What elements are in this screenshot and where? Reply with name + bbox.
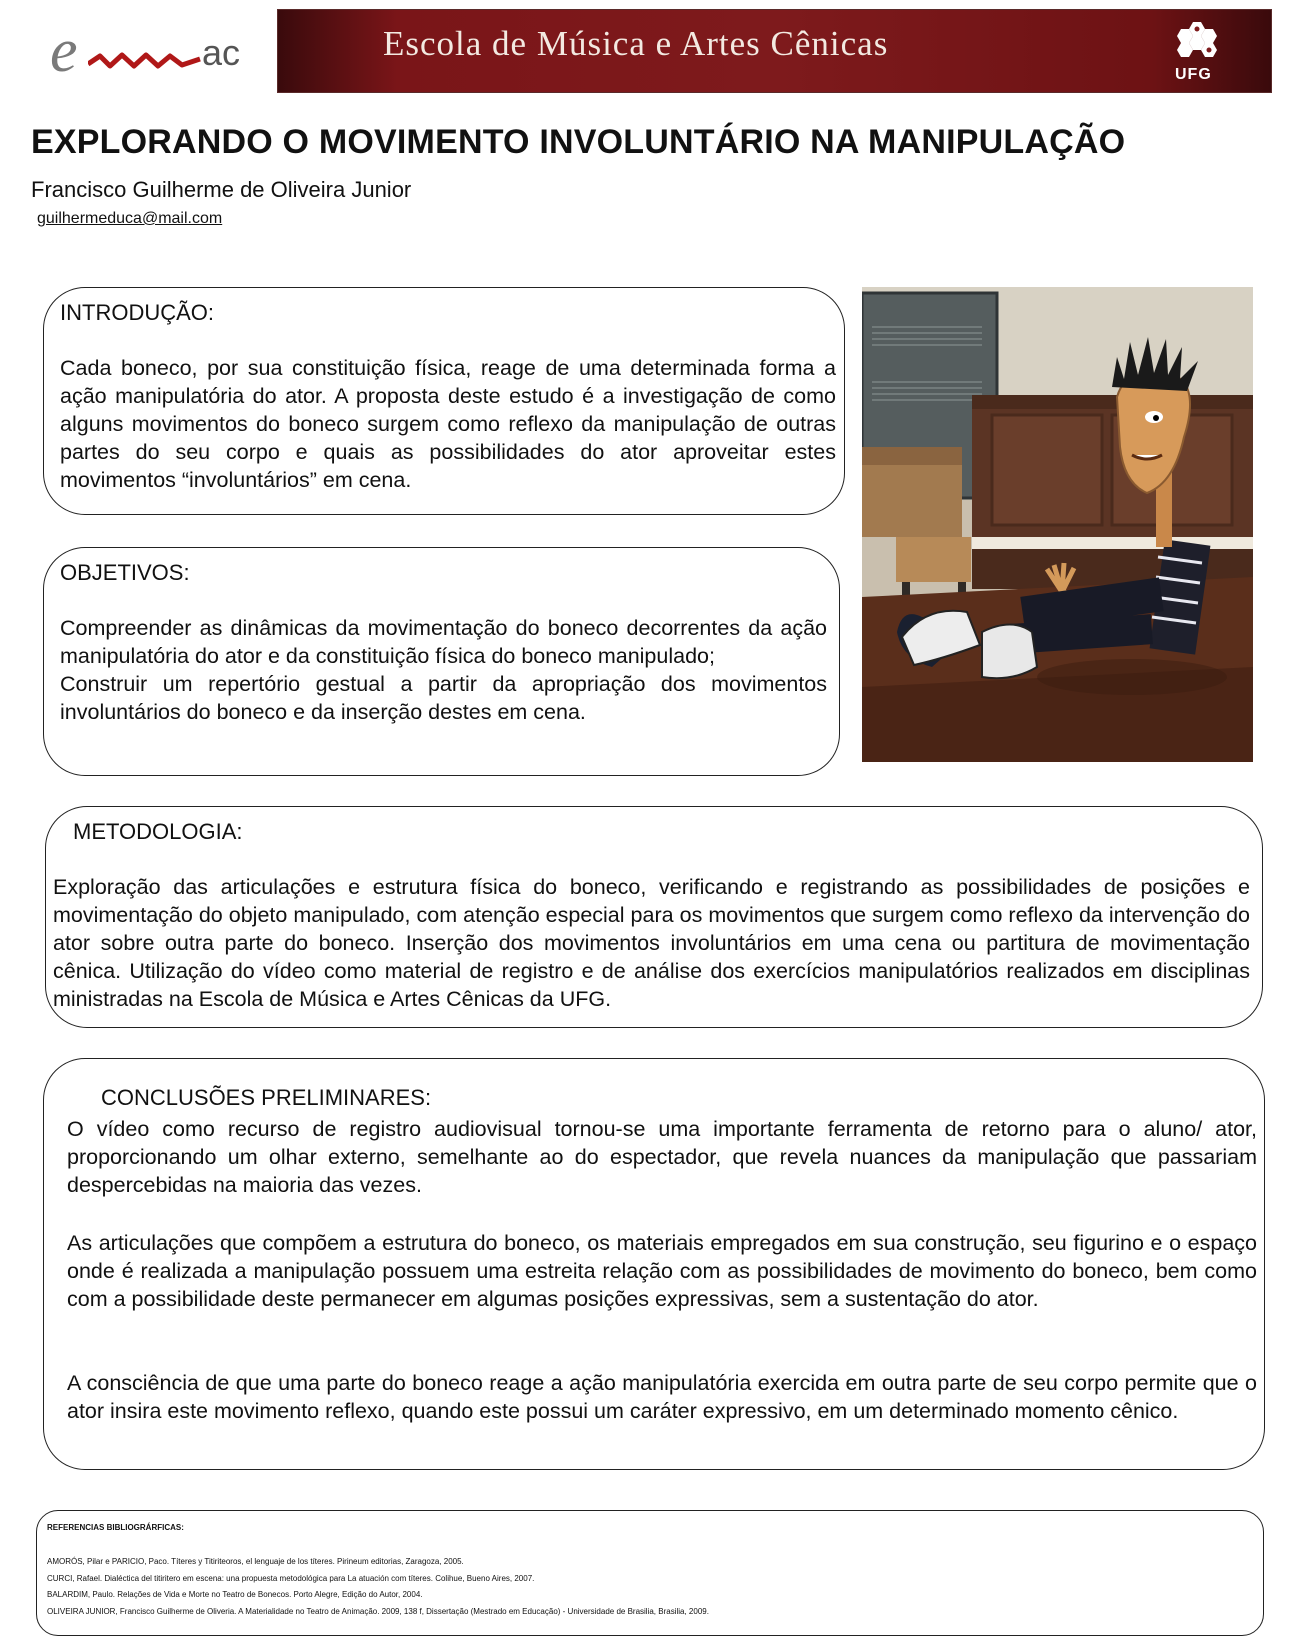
logo-initial: e: [50, 17, 78, 85]
references-heading: REFERENCIAS BIBLIOGRÁRFICAS:: [47, 1523, 184, 1532]
institution-label: UFG: [1175, 66, 1212, 83]
objectives-heading: OBJETIVOS:: [60, 560, 190, 585]
poster-title: EXPLORANDO O MOVIMENTO INVOLUNTÁRIO NA MANIPULAÇÃO: [31, 123, 1126, 161]
methodology-text: Exploração das articulações e estrutura física do boneco, verificando e registrando as possibilidades de posições e movimentação do objeto manipulado, com atenção especial para os movimentos que surgem como reflexo da intervenção do ator sobre outra parte do boneco. Inserção dos movimentos involuntários em uma cena ou partitura de movimentação cênica. Utilização do vídeo como material de registro e de análise dos exercícios manipulatórios realizados em disciplinas ministradas na Escola de Música e Artes Cênicas da UFG.: [53, 875, 1250, 1011]
author-email-link[interactable]: guilhermeduca@mail.com: [37, 210, 223, 227]
objectives-text: [60, 614, 827, 726]
methodology-heading: METODOLOGIA:: [73, 819, 243, 844]
introduction-box: [43, 287, 845, 515]
conclusion-paragraph-1: O vídeo como recurso de registro audiovisual tornou-se uma importante ferramenta de retorno para o aluno/ ator, proporcionando um olhar externo, semelhante ao do espectador, que revela nuances da manipulação que passariam despercebidas na maioria das vezes.: [67, 1117, 1257, 1197]
logo-wave-icon: [88, 50, 203, 72]
ufg-hexagon-icon: [1171, 20, 1231, 66]
author-name: Francisco Guilherme de Oliveira Junior: [31, 177, 412, 202]
reference-item: CURCI, Rafael. Dialéctica del titiritero em escena: una propuesta metodológica para La atuación com títeres. Colihue, Bueno Aires, 2007.: [47, 1574, 535, 1583]
objective-1: Compreender as dinâmicas da movimentação do boneco decorrentes da ação manipulatória do ator e da constituição física do boneco manipulado;: [60, 616, 827, 668]
references-box: [36, 1510, 1264, 1636]
reference-item: AMORÓS, Pilar e PARICIO, Paco. Títeres y Titiriteoros, el lenguaje de los títeres. Pirineum editorias, Zaragoza, 2005.: [47, 1557, 464, 1566]
reference-item: OLIVEIRA JUNIOR, Francisco Guilherme de Oliveria. A Materialidade no Teatro de Animação. 2009, 138 f, Dissertação (Mestrado em Educação) - Universidade de Brasilia, Brasilia, 2009.: [47, 1607, 709, 1616]
methodology-box: [45, 806, 1263, 1028]
conclusion-paragraph-2: As articulações que compõem a estrutura do boneco, os materiais empregados em sua construção, seu figurino e o espaço onde é realizada a manipulação possuem uma estreita relação com as possibilidades de movimento do boneco, bem como com a possibilidade deste permanecer em algumas posições expressivas, sem a sustentação do ator.: [67, 1231, 1257, 1311]
banner-title: Escola de Música e Artes Cênicas: [383, 24, 889, 63]
emac-logo: [50, 17, 250, 85]
reference-item: BALARDIM, Paulo. Relações de Vida e Morte no Teatro de Bonecos. Porto Alegre, Edição do Autor, 2004.: [47, 1590, 423, 1599]
conclusions-heading: CONCLUSÕES PRELIMINARES:: [101, 1085, 432, 1110]
introduction-text: Cada boneco, por sua constituição física, reage de uma determinada forma a ação manipulatória do ator. A proposta deste estudo é a investigação de como alguns movimentos do boneco surgem como reflexo da manipulação de outras partes do seu corpo e quais as possibilidades do ator aproveitar estes movimentos “involuntários” em cena.: [60, 356, 836, 492]
introduction-heading: INTRODUÇÃO:: [60, 300, 214, 325]
objective-2: Construir um repertório gestual a partir da apropriação dos movimentos involuntários do boneco e da inserção destes em cena.: [60, 672, 827, 724]
objectives-box: [43, 547, 840, 776]
conclusion-paragraph-3: A consciência de que uma parte do boneco reage a ação manipulatória exercida em outra parte de seu corpo permite que o ator insira este movimento reflexo, quando este possui um caráter expressivo, em um determinado momento cênico.: [67, 1371, 1257, 1423]
ufg-logo: [1171, 20, 1231, 84]
puppet-photo: [862, 287, 1253, 762]
header-banner: [277, 9, 1272, 93]
conclusions-box: [43, 1058, 1265, 1470]
logo-text: ac: [202, 32, 241, 73]
